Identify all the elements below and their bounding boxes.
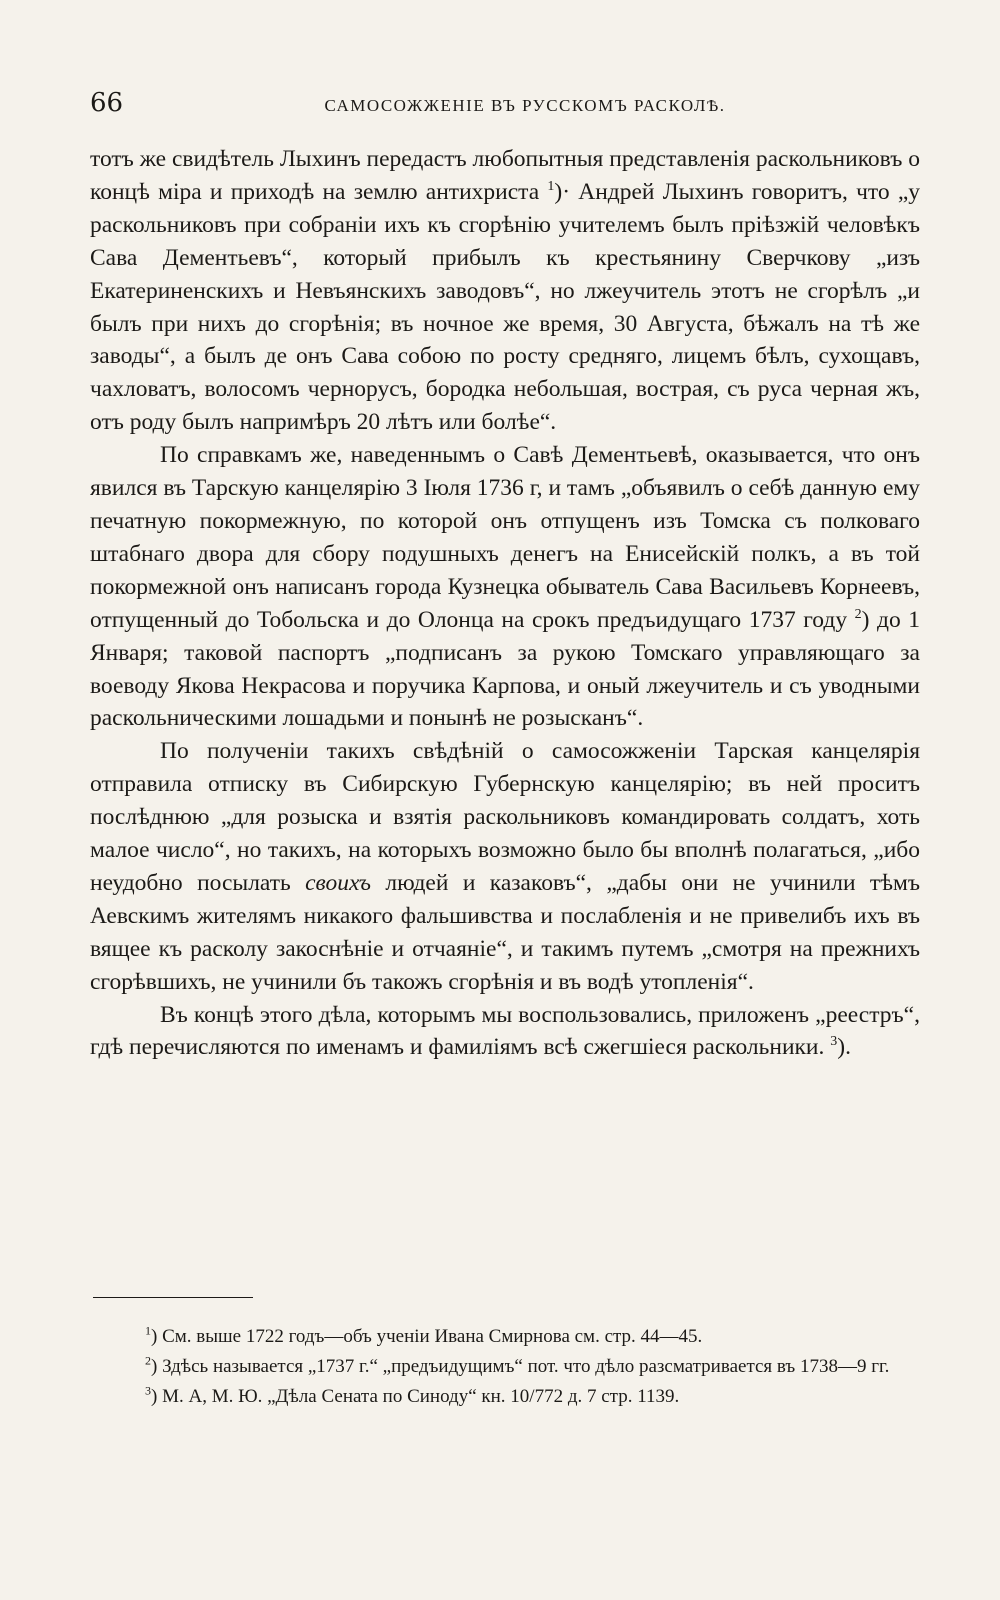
footnote-1: $^1$) См. выше 1722 годъ—объ ученіи Ивана Смирнова см. стр. 44—45. — [145, 1323, 703, 1347]
body-text — [90, 143, 920, 1064]
paragraph-4: Въ концѣ этого дѣла, которымъ мы воспользовались, приложенъ „реестръ“, гдѣ перечисляются по именамъ и фамиліямъ всѣ сжегшіеся раскольники. $^3$). — [90, 1001, 920, 1061]
footnote-divider — [93, 1297, 253, 1298]
page-header — [90, 88, 920, 128]
footnotes — [93, 1322, 913, 1412]
footnote-3: $^3$) М. А, М. Ю. „Дѣла Сената по Синоду“ кн. 10/772 д. 7 стр. 1139. — [145, 1383, 680, 1407]
footnote-ref-3: 3 — [830, 1034, 838, 1050]
footnote-ref-1: 1 — [547, 179, 555, 195]
page-number: 66 — [90, 88, 124, 118]
footnote-ref-2: 2 — [854, 606, 862, 622]
emphasis-text: своихъ — [305, 869, 371, 896]
running-title: САМОСОЖЖЕНІЕ ВЪ РУССКОМЪ РАСКОЛѢ. — [324, 96, 726, 115]
paragraph-1: тотъ же свидѣтель Лыхинъ передастъ любопытныя представленія раскольниковъ о концѣ міра и приходѣ на землю антихриста $^1$)· Андрей Лыхинъ говоритъ, что „у раскольниковъ при собраніи ихъ къ сгорѣнію учителемъ былъ пріѣзжій человѣкъ Сава Дементьевъ“, который прибылъ къ крестьянину Сверчкову „изъ Екатериненскихъ и Невъянскихъ заводовъ“, но лжеучитель этотъ не сгорѣлъ „и былъ при нихъ до сгорѣнія; въ ночное же время, 30 Августа, бѣжалъ на тѣ же заводы“, а былъ де онъ Сава собою по росту средняго, лицемъ бѣлъ, сухощавъ, чахловатъ, волосомъ черноруcъ, бородка небольшая, вострая, съ руса черная жъ, отъ роду былъ напримѣръ 20 лѣтъ или болѣе“. — [90, 146, 921, 436]
paragraph-2: По справкамъ же, наведеннымъ о Савѣ Дементьевѣ, оказывается, что онъ явился въ Тарскую канцелярію 3 Іюля 1736 г, и тамъ „объявилъ о себѣ данную ему печатную покормежную, по которой онъ отпущенъ изъ Томска съ полковаго штабнаго двора для сбору подушныхъ денегъ на Енисейскій полкъ, а въ той покормежной онъ написанъ города Кузнецка обыватель Сава Васильевъ Корнеевъ, отпущенный до Тобольска и до Олонца на срокъ предъидущаго 1737 году $^2$) до 1 Января; таковой паспортъ „подписанъ за рукою Томскаго управляющаго за воеводу Якова Некрасова и поручика Карпова, и оный лжеучитель и съ уводными раскольническими лошадьми и понынѣ не розысканъ“. — [90, 442, 920, 732]
paragraph-3: По полученіи такихъ свѣдѣній о самосожженіи Тарская канцелярія отправила отписку въ Сибирскую Губернскую канцелярію; въ ней проситъ послѣднюю „для розыска и взятія раскольниковъ командировать солдатъ, хоть малое число“, но такихъ, на которыхъ возможно было бы вполнѣ полагаться, „ибо неудобно посылать своихъ людей и казаковъ“, „дабы они не учинили тѣмъ Аевскимъ жителямъ никакого фальшивства и послабленія и не привелибъ ихъ въ вящее къ расколу закоснѣніе и отчаяніе“, и такимъ путемъ „смотря на прежнихъ сгорѣвшихъ, не учинили бъ такожъ сгорѣнія и въ водѣ утопленія“. — [90, 738, 920, 995]
footnote-2: $^2$) Здѣсь называется „1737 г.“ „предъидущимъ“ пот. что дѣло разсматривается въ 1738—9 гг. — [145, 1353, 890, 1377]
